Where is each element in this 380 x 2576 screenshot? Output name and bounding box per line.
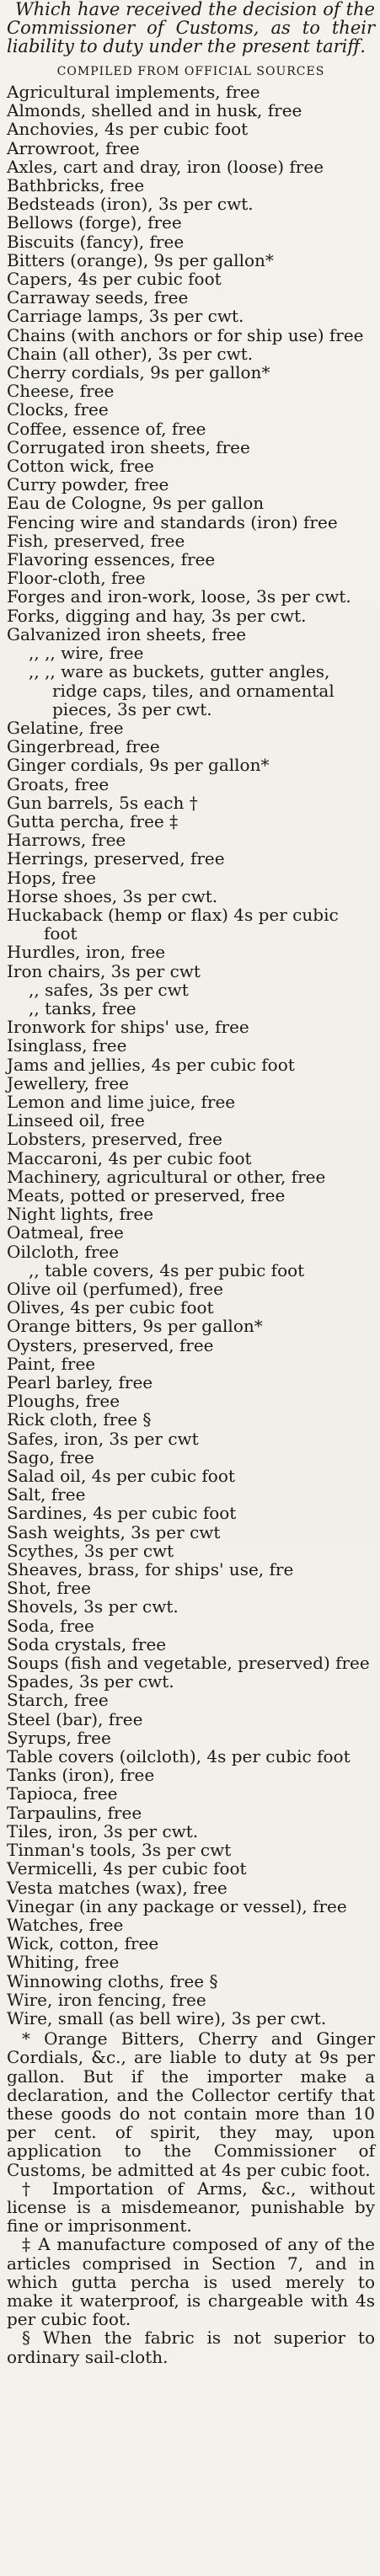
tariff-entry: Tanks (iron), free [7,1765,155,1786]
tariff-entry: Groats, free [7,773,110,794]
tariff-entry: Carriage lamps, 3s per cwt. [7,306,244,327]
tariff-entry: Salad oil, 4s per cubic foot [7,1466,235,1487]
tariff-entry: Night lights, free [7,1204,154,1225]
tariff-entry: Fish, preserved, free [7,530,185,551]
tariff-entry: Hops, free [7,867,96,888]
compiled-heading: COMPILED FROM OFFICIAL SOURCES [56,65,325,78]
tariff-entry: Huckaback (hemp or flax) 4s per cubic foot [7,904,339,944]
tariff-list [7,83,375,2028]
tariff-entry: Soda, free [7,1615,94,1636]
tariff-entry: ,, ,, wire, free [29,643,144,664]
tariff-entry: Lemon and lime juice, free [7,1091,236,1112]
tariff-entry: Ginger cordials, 9s per gallon* [7,755,270,776]
tariff-entry: Anchovies, 4s per cubic foot [7,119,249,140]
tariff-entry: Salt, free [7,1484,86,1505]
tariff-entry: Capers, 4s per cubic foot [7,269,222,290]
tariff-entry: Winnowing cloths, free § [7,1970,218,1991]
tariff-entry: Chain (all other), 3s per cwt. [7,343,254,364]
tariff-entry: Sago, free [7,1446,94,1467]
tariff-entry: Spades, 3s per cwt. [7,1671,174,1692]
tariff-entry: Machinery, agricultural or other, free [7,1166,326,1187]
tariff-entry: Gelatine, free [7,717,124,738]
tariff-entry: Cotton wick, free [7,456,154,477]
tariff-entry: Vesta matches (wax), free [7,1877,227,1898]
tariff-entry: Agricultural implements, free [7,82,260,102]
tariff-entry: Axles, cart and dray, iron (loose) free [7,156,324,177]
tariff-entry: Wick, cotton, free [7,1933,159,1954]
tariff-entry: ,, safes, 3s per cwt [29,979,189,1000]
tariff-entry: Ploughs, free [7,1391,120,1412]
tariff-entry: Lobsters, preserved, free [7,1129,222,1150]
tariff-entry: Floor-cloth, free [7,568,146,589]
tariff-entry: ,, ,, ware as buckets, gutter angles, ridge caps, tiles, and ornamental pieces, 3s per cwt. [29,661,335,719]
tariff-entry: Flavoring essences, free [7,549,216,570]
tariff-entry: Olives, 4s per cubic foot [7,1297,214,1318]
tariff-entry: Wire, iron fencing, free [7,1989,206,2010]
tariff-entry: Starch, free [7,1690,109,1711]
tariff-entry: Carraway seeds, free [7,287,189,308]
tariff-entry: Shot, free [7,1578,92,1599]
tariff-entry: Soups (fish and vegetable, preserved) free [7,1653,370,1674]
tariff-entry: Coffee, essence of, free [7,418,206,439]
tariff-entry: Orange bitters, 9s per gallon* [7,1316,263,1337]
tariff-entry: Eau de Cologne, 9s per gallon [7,493,265,514]
tariff-entry: Wire, small (as bell wire), 3s per cwt. [7,2007,327,2028]
tariff-entry: Oilcloth, free [7,1241,120,1262]
tariff-entry: Paint, free [7,1353,96,1374]
tariff-entry: Galvanized iron sheets, free [7,623,247,644]
tariff-entry: Cherry cordials, 9s per gallon* [7,362,270,383]
tariff-entry: Curry powder, free [7,474,169,495]
tariff-entry: Gun barrels, 5s each † [7,792,198,813]
tariff-entry: Chains (with anchors or for ship use) free [7,324,364,345]
tariff-entry: Horse shoes, 3s per cwt. [7,885,218,906]
footnotes [7,2029,375,2366]
tariff-entry: Meats, potted or preserved, free [7,1184,286,1205]
footnote: † Importation of Arms, &c., without license is a misdemeanor, punishable by fine or imprisonment. [7,2178,375,2237]
tariff-entry: Jams and jellies, 4s per cubic foot [7,1054,295,1075]
tariff-entry: Forks, digging and hay, 3s per cwt. [7,605,307,626]
tariff-entry: Safes, iron, 3s per cwt [7,1428,199,1449]
tariff-entry: Bitters (orange), 9s per gallon* [7,249,274,270]
tariff-entry: Syrups, free [7,1727,111,1748]
tariff-entry: Iron chairs, 3s per cwt [7,960,201,981]
tariff-entry: Tiles, iron, 3s per cwt. [7,1820,199,1841]
tariff-entry: ,, table covers, 4s per pubic foot [29,1259,305,1280]
tariff-entry: Bedsteads (iron), 3s per cwt. [7,194,254,215]
tariff-entry: Bathbricks, free [7,175,145,196]
tariff-entry: Corrugated iron sheets, free [7,436,250,457]
tariff-entry: Cheese, free [7,381,115,402]
tariff-entry: Oatmeal, free [7,1222,124,1243]
tariff-entry: Gutta percha, free ‡ [7,810,179,831]
tariff-entry: Scythes, 3s per cwt [7,1540,174,1561]
tariff-entry: Pearl barley, free [7,1372,153,1393]
tariff-entry: Harrows, free [7,830,126,851]
tariff-entry: Watches, free [7,1914,124,1935]
tariff-entry: Gingerbread, free [7,736,160,757]
tariff-entry: Vermicelli, 4s per cubic foot [7,1858,247,1879]
tariff-entry: Sheaves, brass, for ships' use, fre [7,1559,294,1580]
intro-text: Which have received the decision of the Commissioner of Customs, as to their liability to duty under the present tariff. [7,0,375,56]
tariff-entry: Ironwork for ships' use, free [7,1017,249,1038]
tariff-entry: Fencing wire and standards (iron) free [7,511,338,532]
tariff-entry: Sardines, 4s per cubic foot [7,1503,237,1524]
footnote: * Orange Bitters, Cherry and Ginger Cordials, &c., are liable to duty at 9s per gallon. But if the importer make a declaration, and the Collector certify that these goods do not contain more than 10 per cent. of spirit, they may, upon application to the Commissioner of Customs, be admitted at 4s per cubic foot. [7,2028,375,2180]
tariff-entry: Bellows (forge), free [7,212,182,233]
tariff-entry: ,, tanks, free [29,997,136,1018]
tariff-entry: Forges and iron-work, loose, 3s per cwt. [7,586,351,607]
tariff-entry: Sash weights, 3s per cwt [7,1521,221,1542]
tariff-entry: Steel (bar), free [7,1708,143,1729]
tariff-entry: Soda crystals, free [7,1633,167,1654]
tariff-entry: Whiting, free [7,1952,120,1973]
tariff-entry: Biscuits (fancy), free [7,231,185,252]
tariff-entry: Linseed oil, free [7,1110,145,1131]
tariff-entry: Almonds, shelled and in husk, free [7,100,302,121]
tariff-entry: Maccaroni, 4s per cubic foot [7,1147,252,1168]
tariff-entry: Clocks, free [7,399,109,420]
tariff-entry: Tapioca, free [7,1783,118,1804]
tariff-entry: Rick cloth, free § [7,1409,152,1430]
tariff-entry: Arrowroot, free [7,137,140,158]
tariff-entry: Olive oil (perfumed), free [7,1279,223,1299]
tariff-entry: Jewellery, free [7,1072,129,1093]
tariff-entry: Tarpaulins, free [7,1802,142,1823]
footnote: ‡ A manufacture composed of any of the articles comprised in Section 7, and in which gutta percha is used merely to make it waterproof, is chargeable with 4s per cubic foot. [7,2234,375,2330]
tariff-entry: Tinman's tools, 3s per cwt [7,1840,232,1861]
tariff-entry: Isinglass, free [7,1035,127,1056]
tariff-entry: Vinegar (in any package or vessel), free [7,1895,347,1916]
footnote: § When the fabric is not superior to ordinary sail-cloth. [7,2327,375,2367]
tariff-entry: Oysters, preserved, free [7,1334,214,1355]
tariff-entry: Hurdles, iron, free [7,942,166,963]
tariff-entry: Herrings, preserved, free [7,848,225,869]
tariff-entry: Table covers (oilcloth), 4s per cubic foot [7,1746,351,1767]
tariff-entry: Shovels, 3s per cwt. [7,1596,179,1617]
